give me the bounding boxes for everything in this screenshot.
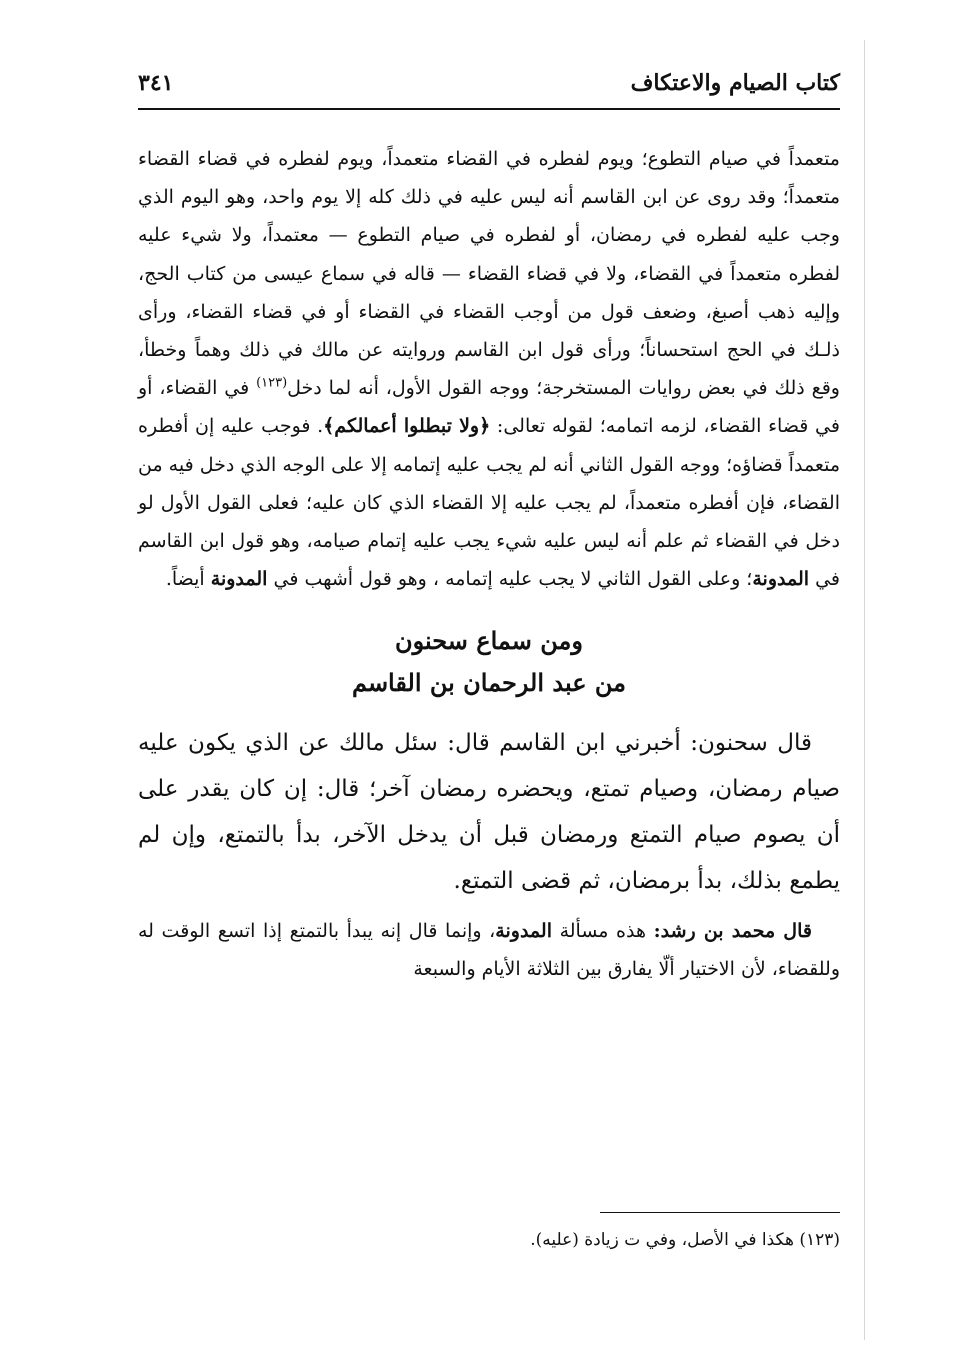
text-run: في القضاء، أو في قضاء القضاء، لزمه اتمامه؛ لقوله تعالى: — [138, 377, 840, 438]
speaker-label: قال محمد بن رشد: — [653, 920, 812, 943]
paragraph-commentary — [138, 140, 840, 598]
book-title-mudawwana: المدونة — [210, 568, 268, 591]
running-header — [138, 66, 840, 106]
text-run: هذه مسألة — [551, 920, 654, 943]
header-title: كتاب الصيام والاعتكاف — [630, 70, 840, 96]
book-title-mudawwana: المدونة — [752, 568, 810, 591]
page-edge-line — [864, 40, 865, 1340]
text-run: . فوجب عليه إن أفطره متعمداً قضاؤه؛ ووجه القول الثاني أنه لم يجب عليه إتمامه إلا على الوجه الذي دخل فيه من القضاء، فإن أفطره متعمداً، لم يجب عليه إلا القضاء الذي كان عليه؛ فعلى القول الأول لو دخل في القضاء ثم علم أنه ليس عليه شيء يجب عليه إتمام صيامه، وهو قول ابن القاسم في — [138, 415, 840, 591]
text-run: متعمداً في صيام التطوع؛ ويوم لفطره في القضاء متعمداً، ويوم لفطره في قضاء القضاء متعمداً؛ وقد روى عن ابن القاسم أنه ليس عليه في ذلك كله إلا يوم واحد، وهو اليوم الذي وجب عليه لفطره في رمضان، أو لفطره في صيام التطوع — معتمداً، ولا شيء عليه لفطره متعمداً في القضاء، ولا في قضاء القضاء — قاله في سماع عيسى من كتاب الحج، وإليه ذهب أصبغ، وضعف قول من أوجب القضاء في القضاء أو في قضاء القضاء، ورأى ذلـك في الحج استحساناً؛ ورأى قول ابن القاسم وروايته عن مالك في ذلك وهماً وخطأ، وقع ذلك في بعض روايات المستخرجة؛ ووجه القول الأول، أنه لما دخل — [138, 148, 840, 400]
text-run: ، وإنما قال إنه يبدأ بالتمتع إذا اتسع الوقت له وللقضاء، لأن الاختيار ألّا يفارق بين الثلاثة الأيام والسبعة — [138, 920, 840, 981]
text-run: ؛ وعلى القول الثاني لا يجب عليه إتمامه ، وهو قول أشهب في — [267, 568, 753, 591]
text-run: أيضاً. — [165, 568, 211, 591]
page-number: ٣٤١ — [138, 70, 174, 96]
quran-quote: ﴿ولا تبطلوا أعمالكم﴾ — [323, 415, 491, 438]
paragraph-narration: قال سحنون: أخبرني ابن القاسم قال: سئل مالك عن الذي يكون عليه صيام رمضان، وصيام تمتع، ويحضره رمضان آخر؛ قال: إن كان يقدر على أن يصوم صيام التمتع ورمضان قبل أن يدخل الآخر، بدأ بالتمتع، وإن لم يطمع بذلك، بدأ برمضان، ثم قضى التمتع. — [138, 730, 840, 895]
footnote-rule — [600, 1212, 840, 1213]
section-heading-line1: ومن سماع سحنون — [395, 626, 583, 656]
main-text — [138, 140, 840, 988]
paragraph-ibn-rushd — [138, 912, 840, 988]
header-rule — [138, 108, 840, 110]
section-heading-line2: من عبد الرحمان بن القاسم — [351, 668, 627, 698]
section-heading — [138, 620, 840, 704]
book-title-mudawwana: المدونة — [495, 920, 552, 943]
footnote-reference: (١٢٣) — [256, 375, 288, 391]
footnote: (١٢٣) هكذا في الأصل، وفي ت زيادة (عليه). — [530, 1230, 840, 1250]
